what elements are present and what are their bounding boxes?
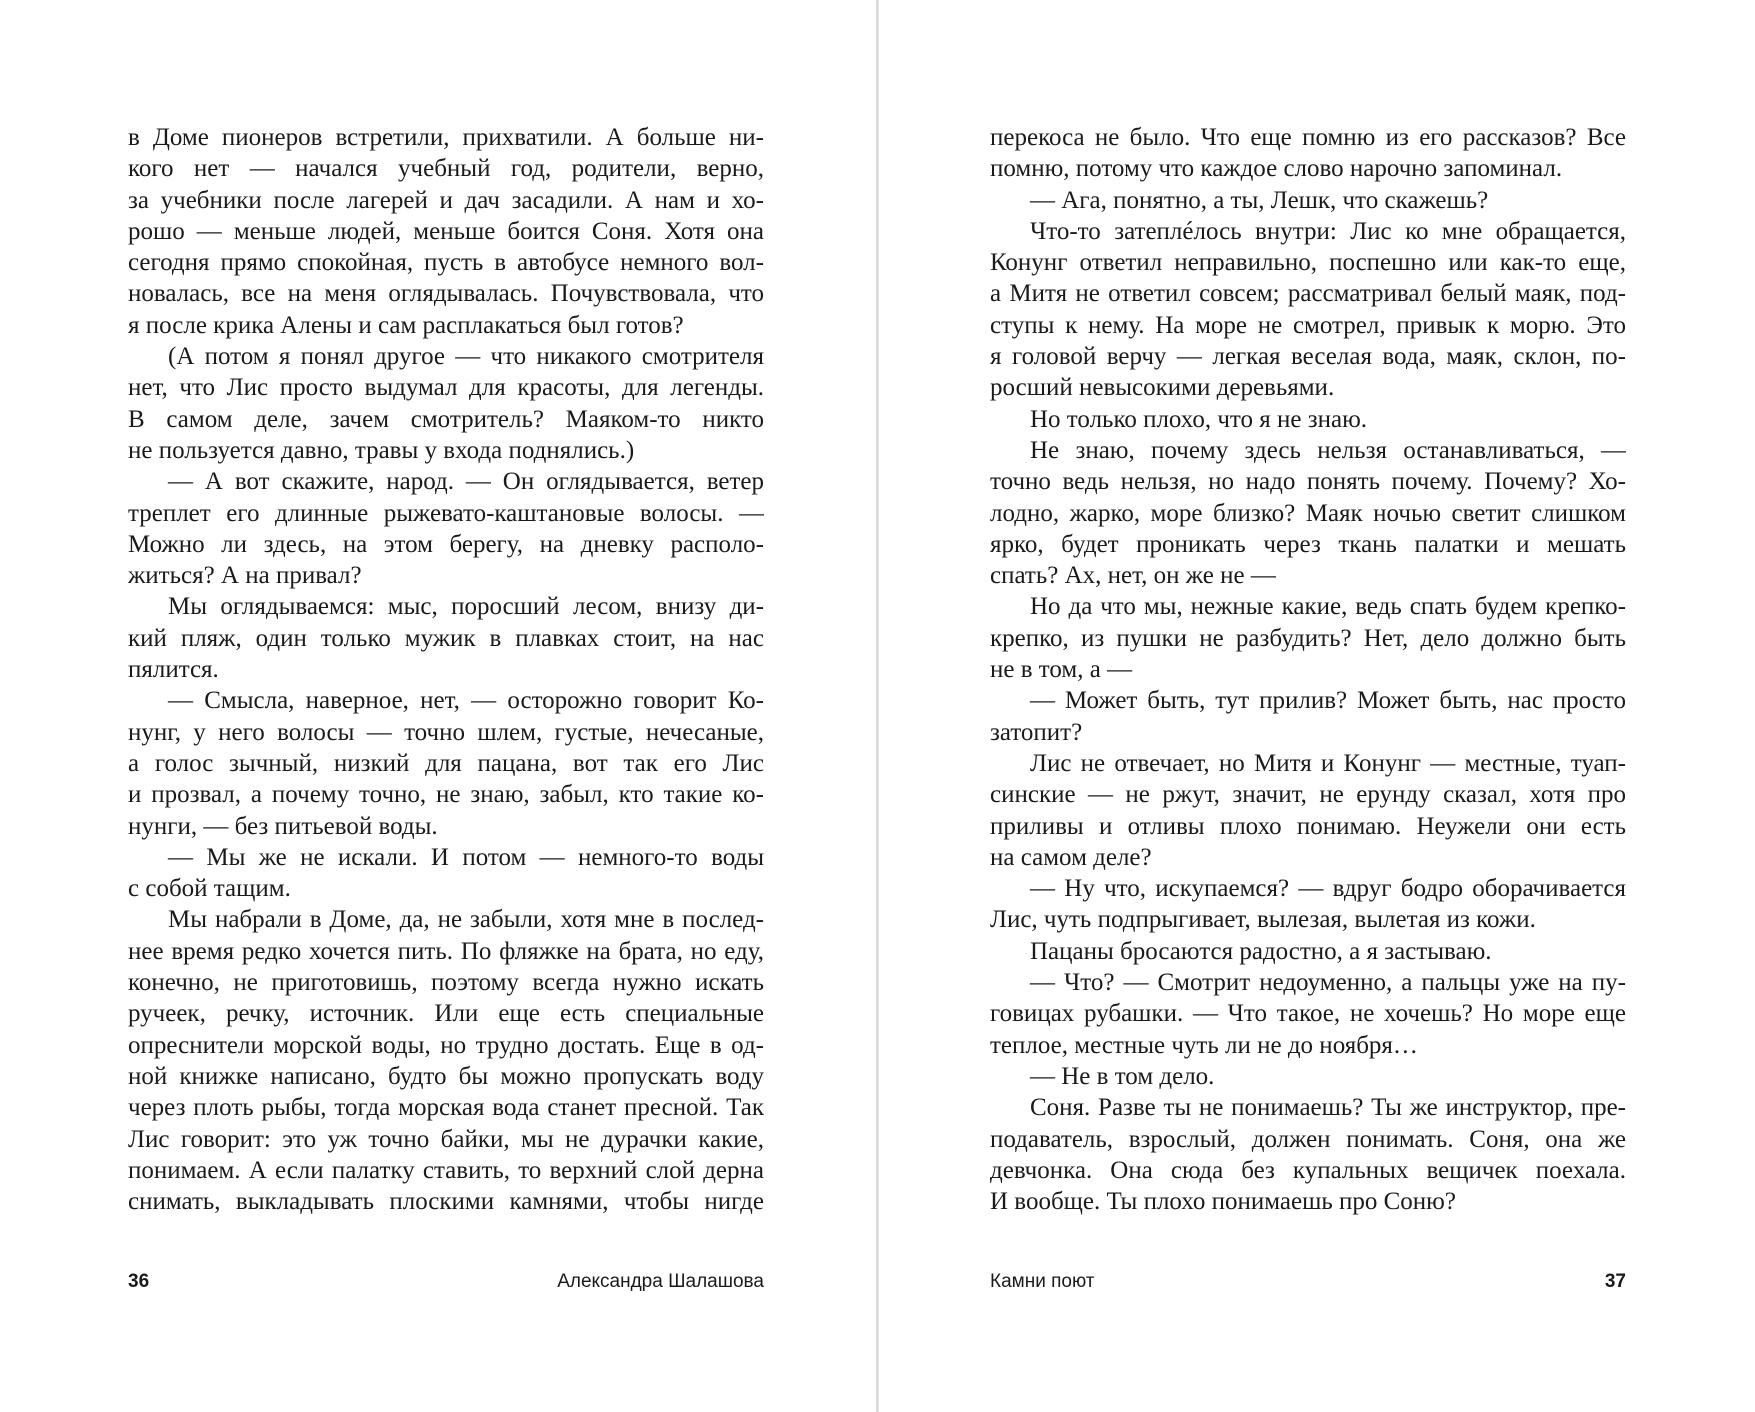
text-line: рошо — меньше людей, меньше боится Соня. Хотя она <box>128 217 764 245</box>
page-number-right: 37 <box>1604 1271 1626 1292</box>
text-line: ручеек, речку, источник. Или еще есть специальные <box>128 1000 764 1028</box>
text-line: И вообще. Ты плохо понимаешь про Соню? <box>990 1188 1456 1216</box>
text-line: ступы к нему. На море не смотрел, привык к морю. Это <box>990 311 1626 339</box>
text-line: нунги, — без питьевой воды. <box>128 812 438 840</box>
text-line: конечно, не приготовишь, поэтому всегда нужно искать <box>128 969 764 997</box>
text-line: с собой тащим. <box>128 875 291 903</box>
text-line: Можно ли здесь, на этом берегу, на дневку располо- <box>128 530 764 558</box>
text-line: — Не в том дело. <box>1030 1062 1215 1090</box>
page-number-left: 36 <box>128 1271 150 1292</box>
text-line: Лис говорит: это уж точно байки, мы не дурачки какие, <box>128 1125 764 1153</box>
text-line: опреснители морской воды, но трудно достать. Еще в од- <box>128 1031 764 1059</box>
text-line: (А потом я понял другое — что никакого смотрителя <box>168 343 764 371</box>
text-line: я головой верчу — легкая веселая вода, маяк, склон, по- <box>990 343 1626 371</box>
text-line: В самом деле, зачем смотритель? Маяком-то никто <box>128 405 764 433</box>
text-line: понимаем. А если палатку ставить, то верхний слой дерна <box>128 1156 764 1184</box>
text-line: Не знаю, почему здесь нельзя останавливаться, — <box>1030 436 1626 464</box>
text-line: а Митя не ответил совсем; рассматривал белый маяк, под- <box>990 280 1626 308</box>
text-line: нет, что Лис просто выдумал для красоты, для легенды. <box>128 374 764 402</box>
text-line: перекоса не было. Что еще помню из его рассказов? Все <box>990 124 1626 151</box>
text-line: — Ну что, искупаемся? — вдруг бодро оборачивается <box>1030 875 1626 903</box>
right-page-text <box>990 122 1626 1217</box>
text-line: Пацаны бросаются радостно, а я застываю. <box>1030 937 1492 965</box>
running-head-title: Камни поют <box>990 1271 1095 1292</box>
text-line: сегодня прямо спокойная, пусть в автобусе немного вол- <box>128 249 764 277</box>
text-line: не в том, а — <box>990 656 1133 684</box>
text-line: затопит? <box>990 718 1083 746</box>
text-line: — Мы же не искали. И потом — немного-то воды <box>168 843 764 871</box>
text-line: спать? Ах, нет, он же не — <box>990 562 1276 590</box>
text-line: девчонка. Она сюда без купальных вещичек поехала. <box>990 1156 1626 1184</box>
running-head-author: Александра Шалашова <box>557 1271 764 1292</box>
text-line: треплет его длинные рыжевато-каштановые волосы. — <box>128 499 764 527</box>
text-line: на самом деле? <box>990 843 1152 871</box>
text-line: ной книжке написано, будто бы можно пропускать воду <box>128 1062 764 1090</box>
text-line: точно ведь нельзя, но надо понять почему. Почему? Хо- <box>990 468 1626 496</box>
left-page-text <box>128 122 764 1217</box>
right-page <box>879 0 1755 1412</box>
text-line: крепко, из пушки не разбудить? Нет, дело должно быть <box>990 624 1626 652</box>
text-line: за учебники после лагерей и дач засадили. А нам и хо- <box>128 186 764 214</box>
text-line: Лис не отвечает, но Митя и Конунг — местные, туап- <box>1030 749 1626 777</box>
text-line: не пользуется давно, травы у входа поднялись.) <box>128 436 635 464</box>
text-line: росший невысокими деревьями. <box>990 374 1335 402</box>
text-line: ярко, будет проникать через ткань палатки и мешать <box>990 530 1626 558</box>
text-line: — Может быть, тут прилив? Может быть, нас просто <box>1030 687 1626 715</box>
text-line: Но да что мы, нежные какие, ведь спать будем крепко- <box>1030 593 1626 621</box>
text-line: лодно, жарко, море близко? Маяк ночью светит слишком <box>990 499 1626 527</box>
text-line: Конунг ответил неправильно, поспешно или как-то еще, <box>990 249 1626 277</box>
text-line: Мы набрали в Доме, да, не забыли, хотя мне в послед- <box>168 906 764 934</box>
text-line: снимать, выкладывать плоскими камнями, чтобы нигде <box>128 1188 764 1216</box>
text-line: кого нет — начался учебный год, родители, верно, <box>128 155 764 183</box>
text-line: Мы оглядываемся: мыс, поросший лесом, внизу ди- <box>168 593 764 621</box>
text-line: кий пляж, один только мужик в плавках стоит, на нас <box>128 624 764 652</box>
text-line: в Доме пионеров встретили, прихватили. А больше ни- <box>128 124 764 151</box>
left-page-footer <box>128 1267 764 1297</box>
text-line: Но только плохо, что я не знаю. <box>1030 405 1368 433</box>
text-line: синские — не ржут, значит, не ерунду сказал, хотя про <box>990 781 1626 809</box>
text-line: а голос зычный, низкий для пацана, вот так его Лис <box>128 749 764 777</box>
text-line: я после крика Алены и сам расплакаться был готов? <box>128 311 684 339</box>
text-line: Лис, чуть подпрыгивает, вылезая, вылетая из кожи. <box>990 906 1536 934</box>
text-line: и прозвал, а почему точно, не знаю, забыл, кто такие ко- <box>128 781 764 809</box>
text-line: — Ага, понятно, а ты, Лешк, что скажешь? <box>1030 186 1489 214</box>
text-line: Что-то затеплéлось внутри: Лис ко мне обращается, <box>1030 217 1626 245</box>
text-line: приливы и отливы плохо понимаю. Неужели они есть <box>990 812 1626 840</box>
text-line: пялится. <box>128 656 219 684</box>
text-line: через плоть рыбы, тогда морская вода станет пресной. Так <box>128 1094 764 1122</box>
left-page <box>0 0 876 1412</box>
text-line: нунг, у него волосы — точно шлем, густые, нечесаные, <box>128 718 764 746</box>
text-line: житься? А на привал? <box>128 562 362 590</box>
text-line: — А вот скажите, народ. — Он оглядывается, ветер <box>168 468 764 496</box>
text-line: Соня. Разве ты не понимаешь? Ты же инструктор, пре- <box>1030 1094 1626 1122</box>
text-line: — Смысла, наверное, нет, — осторожно говорит Ко- <box>168 687 764 715</box>
text-line: — Что? — Смотрит недоуменно, а пальцы уже на пу- <box>1030 969 1626 997</box>
text-line: помню, потому что каждое слово нарочно запоминал. <box>990 155 1563 183</box>
text-line: новалась, все на меня оглядывалась. Почувствовала, что <box>128 280 764 308</box>
text-line: нее время редко хочется пить. По фляжке на брата, но еду, <box>128 937 764 965</box>
text-line: подаватель, взрослый, должен понимать. Соня, она же <box>990 1125 1626 1153</box>
text-line: теплое, местные чуть ли не до ноября… <box>990 1031 1418 1059</box>
right-page-footer <box>990 1267 1626 1297</box>
text-line: говицах рубашки. — Что такое, не хочешь? Но море еще <box>990 1000 1626 1028</box>
